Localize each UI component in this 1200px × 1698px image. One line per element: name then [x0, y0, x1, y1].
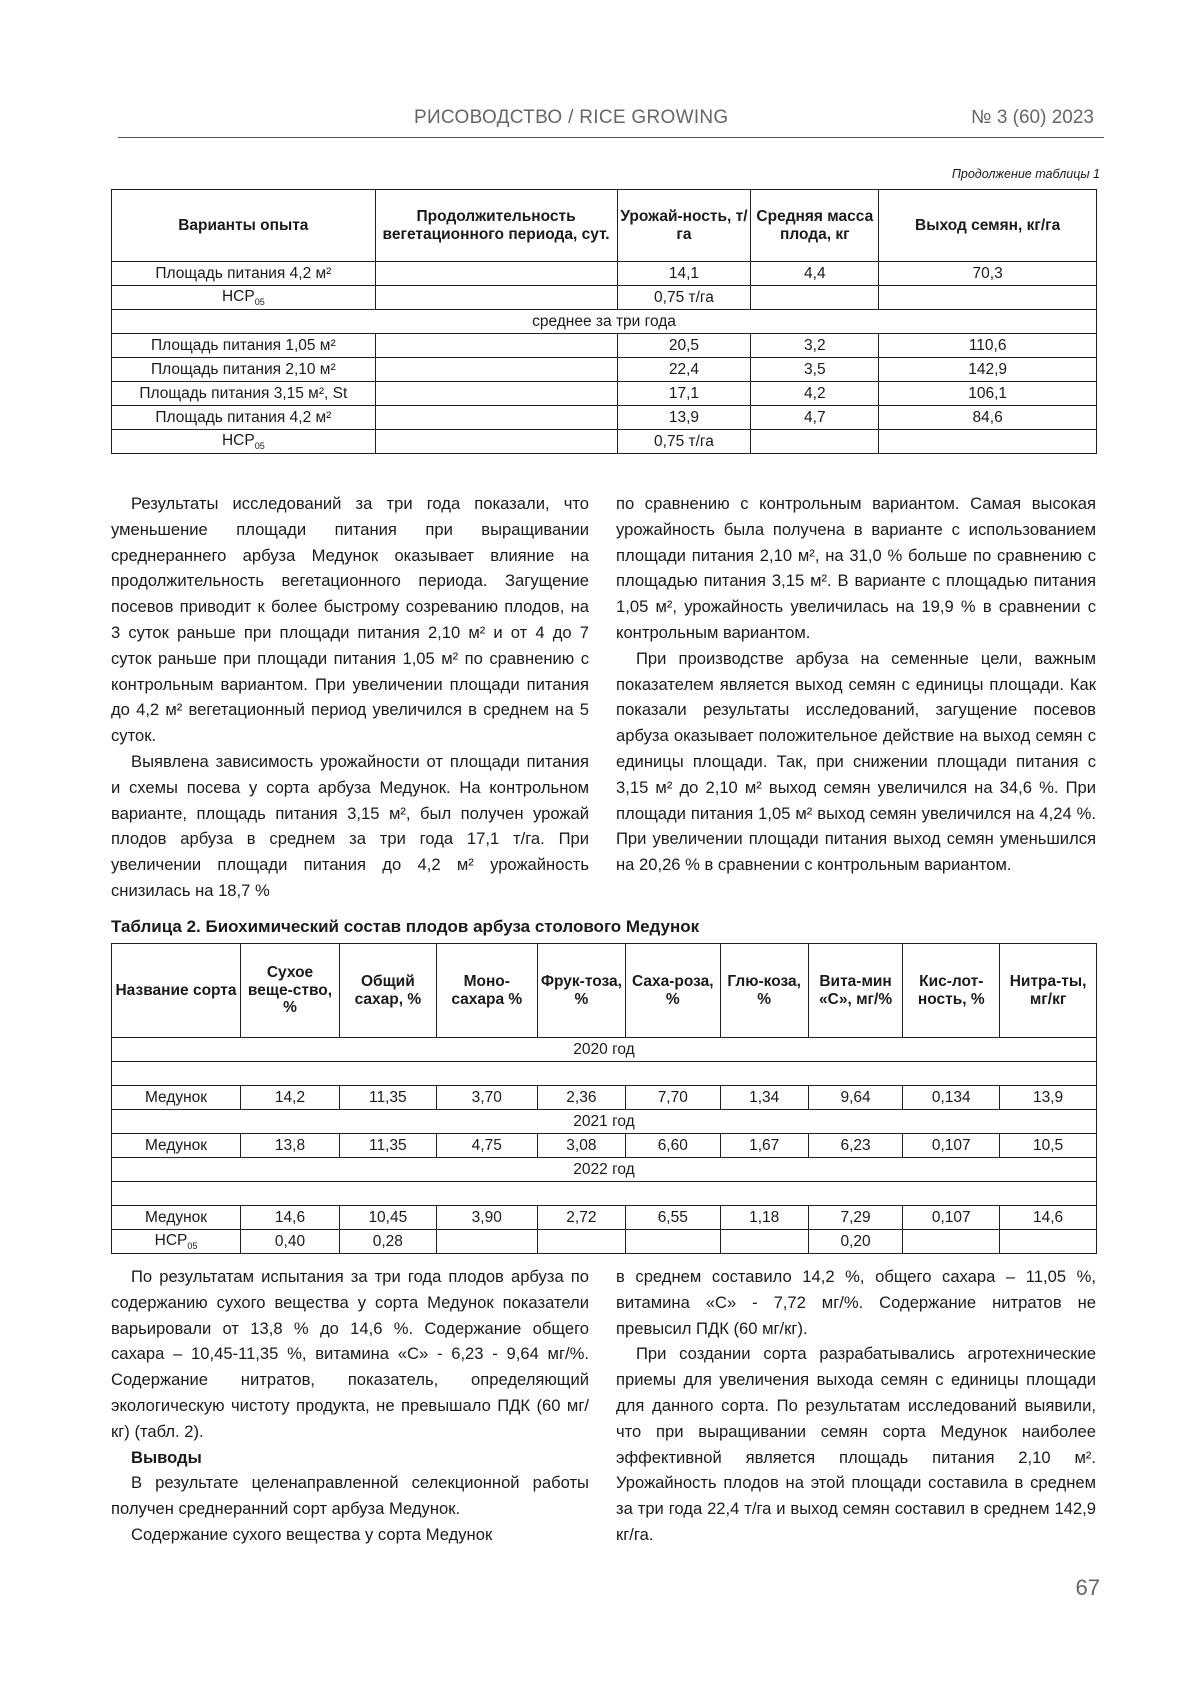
- year-cell: 2022 год: [112, 1158, 1097, 1182]
- period-cell: [375, 406, 617, 430]
- data-cell: 1,34: [720, 1086, 808, 1110]
- table-header-row: [112, 190, 1097, 262]
- period-cell: [375, 262, 617, 286]
- table-row: [112, 382, 1097, 406]
- header-cell: Сухое веще-ство, %: [241, 944, 340, 1038]
- paragraph: Результаты исследований за три года показали, что уменьшение площади питания при выращивании среднераннего арбуза Медунок оказывает влияние на продолжительность вегетационного периода. Загущение посевов приводит к более быстрому созреванию плодов, на 3 суток раньше при площади питания 2,10 м² и от 4 до 7 суток раньше при площади питания 1,05 м² по сравнению с контрольным вариантом. При увеличении площади питания до 4,2 м² вегетационный период увеличился в среднем на 5 суток.: [111, 494, 589, 746]
- paragraph: В результате целенаправленной селекционной работы получен среднеранний сорт арбуза Медунок.: [111, 1473, 589, 1519]
- header-cell: Средняя масса плода, кг: [751, 190, 879, 262]
- data-cell: 9,64: [808, 1086, 903, 1110]
- table-row: [112, 262, 1097, 286]
- period-cell: [375, 430, 617, 454]
- data-cell: 2,72: [537, 1206, 625, 1230]
- header-cell: Фрук-тоза, %: [537, 944, 625, 1038]
- year-row: [112, 1158, 1097, 1182]
- table-continuation-note: Продолжение таблицы 1: [951, 167, 1100, 181]
- variant-cell: Площадь питания 1,05 м²: [112, 334, 376, 358]
- yield-cell: 13,9: [617, 406, 751, 430]
- period-cell: [375, 358, 617, 382]
- paragraph: При производстве арбуза на семенные цели, важным показателем является выход семян с единицы площади. Как показали результаты исследований, загущение посевов арбуза оказывает положительное действие на выход семян с единицы площади. Так, при снижении площади питания с 3,15 м² до 2,10 м² выход семян увеличился на 34,6 %. При площади питания 1,05 м² выход семян увеличился на 4,24 %. При увеличении площади питания выход семян уменьшился на 20,26 % в сравнении с контрольным вариантом.: [616, 648, 1096, 875]
- header-cell: Кис-лот-ность, %: [903, 944, 1000, 1038]
- data-cell: 6,60: [625, 1134, 720, 1158]
- hsr-subscript: 05: [254, 440, 265, 451]
- data-cell: 1,18: [720, 1206, 808, 1230]
- data-cell: [720, 1230, 808, 1254]
- mass-cell: 4,2: [751, 382, 879, 406]
- hsr-row: [112, 1230, 1097, 1254]
- header-cell: Саха-роза, %: [625, 944, 720, 1038]
- data-cell: 6,55: [625, 1206, 720, 1230]
- seeds-cell: 106,1: [879, 382, 1097, 406]
- mass-cell: [751, 430, 879, 454]
- paragraph: в среднем составило 14,2 %, общего сахара – 11,05 %, витамина «С» - 7,72 мг/%. Содержание нитратов не превысил ПДК (60 мг/кг).: [616, 1267, 1096, 1338]
- text-column-upper-left: [111, 491, 589, 904]
- mass-cell: 4,7: [751, 406, 879, 430]
- yield-cell: 22,4: [617, 358, 751, 382]
- data-cell: 13,9: [1000, 1086, 1097, 1110]
- header-cell: Продолжительность вегетационного периода, сут.: [375, 190, 617, 262]
- table-row: [112, 1134, 1097, 1158]
- header-cell: Моно-сахара %: [436, 944, 537, 1038]
- yield-cell: 17,1: [617, 382, 751, 406]
- variant-cell: [112, 286, 376, 310]
- data-cell: Медунок: [112, 1086, 241, 1110]
- blank-row: [112, 1062, 1097, 1086]
- yield-cell: 0,75 т/га: [617, 430, 751, 454]
- data-cell: 0,107: [903, 1134, 1000, 1158]
- table-row: [112, 430, 1097, 454]
- data-cell: 10,5: [1000, 1134, 1097, 1158]
- data-cell: 7,29: [808, 1206, 903, 1230]
- table-2-caption: Таблица 2. Биохимический состав плодов арбуза столового Медунок: [111, 917, 700, 936]
- year-row: [112, 1110, 1097, 1134]
- data-cell: 0,28: [339, 1230, 436, 1254]
- issue-number: № 3 (60) 2023: [971, 107, 1094, 128]
- data-cell: 14,6: [241, 1206, 340, 1230]
- header-cell: Нитра-ты, мг/кг: [1000, 944, 1097, 1038]
- section-heading: Выводы: [131, 1447, 202, 1467]
- period-cell: [375, 286, 617, 310]
- table-1: [111, 189, 1097, 454]
- period-cell: [375, 382, 617, 406]
- data-cell: 0,107: [903, 1206, 1000, 1230]
- variant-cell: [112, 430, 376, 454]
- text-column-lower-left: [111, 1264, 589, 1548]
- yield-cell: 20,5: [617, 334, 751, 358]
- data-cell: 1,67: [720, 1134, 808, 1158]
- data-cell: 0,134: [903, 1086, 1000, 1110]
- data-cell: 11,35: [339, 1134, 436, 1158]
- hsr-subscript: 05: [254, 296, 265, 307]
- data-cell: 0,20: [808, 1230, 903, 1254]
- year-cell: 2021 год: [112, 1110, 1097, 1134]
- blank-row: [112, 1182, 1097, 1206]
- hsr-cell: [112, 1230, 241, 1254]
- seeds-cell: 70,3: [879, 262, 1097, 286]
- data-cell: 6,23: [808, 1134, 903, 1158]
- mass-cell: [751, 286, 879, 310]
- data-cell: [903, 1230, 1000, 1254]
- table-section-row: [112, 310, 1097, 334]
- mass-cell: 4,4: [751, 262, 879, 286]
- header-cell: Название сорта: [112, 944, 241, 1038]
- hsr-subscript: 05: [187, 1240, 198, 1251]
- data-cell: 13,8: [241, 1134, 340, 1158]
- data-cell: 3,70: [436, 1086, 537, 1110]
- yield-cell: 0,75 т/га: [617, 286, 751, 310]
- data-cell: Медунок: [112, 1206, 241, 1230]
- page-header: [118, 103, 1104, 138]
- blank-cell: [112, 1062, 1097, 1086]
- data-cell: 14,6: [1000, 1206, 1097, 1230]
- variant-cell: Площадь питания 4,2 м²: [112, 406, 376, 430]
- year-cell: 2020 год: [112, 1038, 1097, 1062]
- variant-cell: Площадь питания 3,15 м², St: [112, 382, 376, 406]
- header-cell: Глю-коза, %: [720, 944, 808, 1038]
- data-cell: [1000, 1230, 1097, 1254]
- data-cell: 2,36: [537, 1086, 625, 1110]
- journal-title: РИСОВОДСТВО / RICE GROWING: [414, 107, 729, 128]
- data-cell: 11,35: [339, 1086, 436, 1110]
- year-row: [112, 1038, 1097, 1062]
- section-cell: среднее за три года: [112, 310, 1097, 334]
- seeds-cell: [879, 286, 1097, 310]
- data-cell: 4,75: [436, 1134, 537, 1158]
- yield-cell: 14,1: [617, 262, 751, 286]
- header-cell: Выход семян, кг/га: [879, 190, 1097, 262]
- table-row: [112, 1206, 1097, 1230]
- table-row: [112, 1086, 1097, 1110]
- paragraph: Выявлена зависимость урожайности от площади питания и схемы посева у сорта арбуза Медунок. На контрольном варианте, площадь питания 3,15 м², был получен урожай плодов арбуза в среднем за три года 17,1 т/га. При увеличении площади питания до 4,2 м² урожайность снизилась на 18,7 %: [111, 751, 589, 900]
- paragraph: По результатам испытания за три года плодов арбуза по содержанию сухого вещества у сорта Медунок показатели варьировали от 13,8 % до 14,6 %. Содержание общего сахара – 10,45-11,35 %, витамина «С» - 6,23 - 9,64 мг/%. Содержание нитратов, показатель, определяющий экологическую чистоту продукта, не превышало ПДК (60 мг/кг) (табл. 2).: [111, 1267, 589, 1441]
- table-row: [112, 334, 1097, 358]
- table-row: [112, 286, 1097, 310]
- period-cell: [375, 334, 617, 358]
- paragraph: При создании сорта разрабатывались агротехнические приемы для увеличения выхода семян с единицы площади для данного сорта. По результатам исследований выявили, что при выращивании семян сорта Медунок наиболее эффективной является площадь питания 2,10 м². Урожайность плодов на этой площади составила в среднем за три года 22,4 т/га и выход семян составил в среднем 142,9 кг/га.: [616, 1344, 1096, 1544]
- data-cell: 7,70: [625, 1086, 720, 1110]
- table-row: [112, 358, 1097, 382]
- data-cell: [436, 1230, 537, 1254]
- mass-cell: 3,5: [751, 358, 879, 382]
- header-cell: Урожай-ность, т/га: [617, 190, 751, 262]
- variant-cell: Площадь питания 2,10 м²: [112, 358, 376, 382]
- page-number: 67: [1075, 1575, 1100, 1600]
- blank-cell: [112, 1182, 1097, 1206]
- hsr-label: НСР: [221, 431, 255, 449]
- variant-cell: Площадь питания 4,2 м²: [112, 262, 376, 286]
- table-header-row: [112, 944, 1097, 1038]
- data-cell: 14,2: [241, 1086, 340, 1110]
- data-cell: 3,08: [537, 1134, 625, 1158]
- header-cell: Варианты опыта: [112, 190, 376, 262]
- paragraph: Содержание сухого вещества у сорта Медунок: [131, 1524, 493, 1544]
- data-cell: [537, 1230, 625, 1254]
- data-cell: 10,45: [339, 1206, 436, 1230]
- text-column-lower-right: [616, 1264, 1096, 1548]
- seeds-cell: 84,6: [879, 406, 1097, 430]
- hsr-label: НСР: [154, 1231, 188, 1249]
- table-row: [112, 406, 1097, 430]
- hsr-label: НСР: [221, 287, 255, 305]
- data-cell: 3,90: [436, 1206, 537, 1230]
- text-column-upper-right: [616, 491, 1096, 878]
- paragraph: по сравнению с контрольным вариантом. Самая высокая урожайность была получена в варианте с использованием площади питания 2,10 м², на 31,0 % больше по сравнению с площадью питания 3,15 м². В варианте с площадью питания 1,05 м², урожайность увеличилась на 19,9 % в сравнении с контрольным вариантом.: [616, 494, 1096, 642]
- header-cell: Общий сахар, %: [339, 944, 436, 1038]
- seeds-cell: 142,9: [879, 358, 1097, 382]
- data-cell: [625, 1230, 720, 1254]
- seeds-cell: 110,6: [879, 334, 1097, 358]
- seeds-cell: [879, 430, 1097, 454]
- data-cell: 0,40: [241, 1230, 340, 1254]
- header-cell: Вита-мин «С», мг/%: [808, 944, 903, 1038]
- mass-cell: 3,2: [751, 334, 879, 358]
- table-2: [111, 943, 1097, 1254]
- data-cell: Медунок: [112, 1134, 241, 1158]
